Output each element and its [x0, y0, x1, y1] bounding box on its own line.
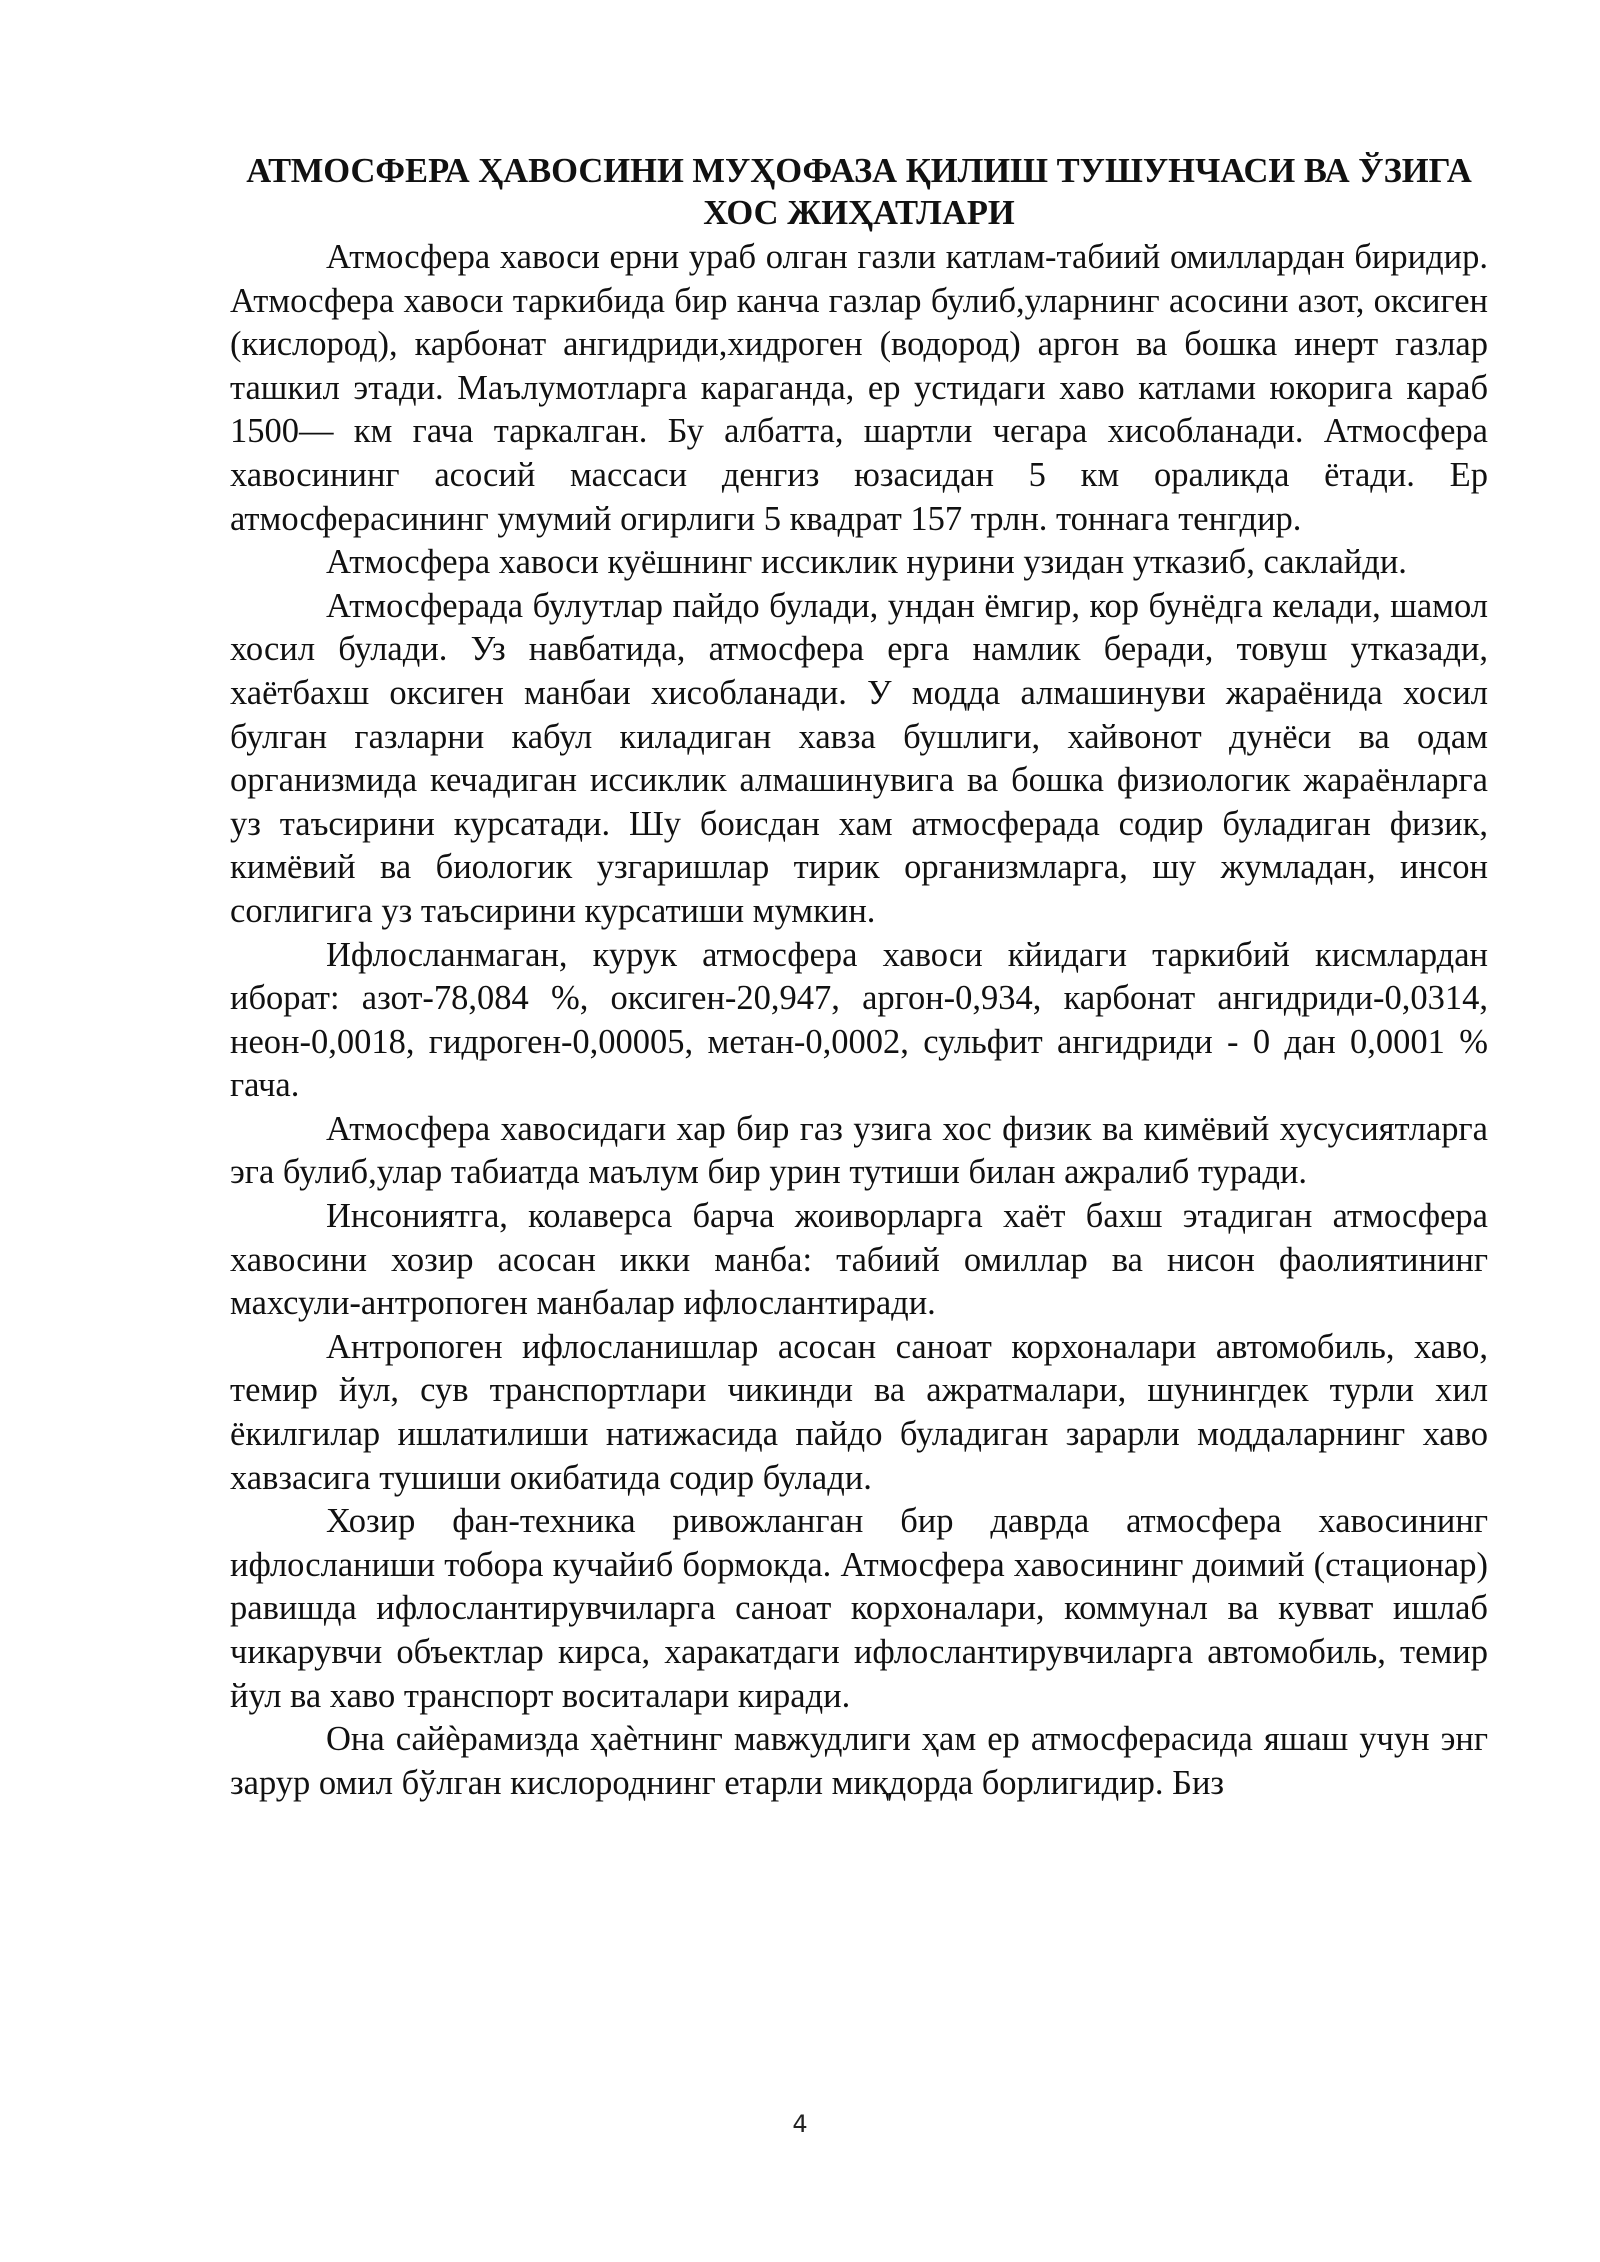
paragraph: Антропоген ифлосланишлар асосан саноат корхоналари автомобиль, хаво, темир йул, сув транспортлари чикинди ва ажратмалари, шунингдек турли хил ёкилгилар ишлатилиши натижасида пайдо буладиган зарарли моддаларнинг хаво хавзасига тушиши окибатида содир булади.	[230, 1327, 1488, 1497]
paragraph: Хозир фан-техника ривожланган бир даврда атмосфера хавосининг ифлосланиши тобора кучайиб бормокда. Атмосфера хавосининг доимий (стационар) равишда ифлослантирувчиларга саноат корхоналари, коммунал ва кувват ишлаб чикарувчи объектлар кирса, харакатдаги ифлослантирувчиларга автомобиль, темир йул ва хаво транспорт воситалари киради.	[230, 1502, 1488, 1715]
paragraph: Атмосфера хавоси куёшнинг иссиклик нурини узидан утказиб, саклайди.	[326, 543, 1407, 582]
paragraph: Ифлосланмаган, курук атмосфера хавоси кйидаги таркибий кисмлардан иборат: азот-78,084 %, оксиген-20,947, аргон-0,934, карбонат ангидриди-0,0314, неон-0,0018, гидроген-0,00005, метан-0,0002, сульфит ангидриди - 0 дан 0,0001 % гача.	[230, 935, 1488, 1105]
paragraph: Атмосфера хавосидаги хар бир газ узига хос физик ва кимёвий хусусиятларга эга булиб,улар табиатда маълум бир урин тутиши билан ажралиб туради.	[230, 1109, 1488, 1192]
page-number: 4	[792, 2110, 808, 2138]
paragraph: Инсониятга, колаверса барча жоиворларга хаёт бахш этадиган атмосфера хавосини хозир асосан икки манба: табиий омиллар ва нисон фаолиятининг махсули-антропоген манбалар ифлослантиради.	[230, 1197, 1488, 1323]
document-body	[230, 150, 1488, 1805]
document-title: АТМОСФЕРА ҲАВОСИНИ МУҲОФАЗА ҚИЛИШ ТУШУНЧАСИ ВА ЎЗИГА ХОС ЖИҲАТЛАРИ	[246, 152, 1472, 232]
paragraph: Она сайѐрамизда ҳаѐтнинг мавжудлиги ҳам ер атмосферасида яшаш учун энг зарур омил бўлган кислороднинг етарли миқдорда борлигидир. Биз	[230, 1720, 1488, 1802]
paragraph: Атмосферада булутлар пайдо булади, ундан ёмгир, кор бунёдга келади, шамол хосил булади. Уз навбатида, атмосфера ерга намлик беради, товуш утказади, хаётбахш оксиген манбаи хисобланади. У модда алмашинуви жараёнида хосил булган газларни кабул киладиган хавза бушлиги, хайвонот дунёси ва одам организмида кечадиган иссиклик алмашинувига ва бошка физиологик жараёнларга уз таъсирини курсатади. Шу боисдан хам атмосферада содир буладиган физик, кимёвий ва биологик узгаришлар тирик организмларга, шу жумладан, инсон соглигига уз таъсирини курсатиши мумкин.	[230, 586, 1488, 930]
paragraph: Атмосфера хавоси ерни ураб олган газли катлам-табиий омиллардан биридир. Атмосфера хавоси таркибида бир канча газлар булиб,уларнинг асосини азот, оксиген (кислород), карбонат ангидриди,хидроген (водород) аргон ва бошка инерт газлар ташкил этади. Маълумотларга караганда, ер устидаги хаво катлами юкорига караб 1500— км гача таркалган. Бу албатта, шартли чегара хисобланади. Атмосфера хавосининг асосий массаси денгиз юзасидан 5 км ораликда ётади. Ер атмосферасининг умумий огирлиги 5 квадрат 157 трлн. тоннага тенгдир.	[230, 238, 1488, 538]
